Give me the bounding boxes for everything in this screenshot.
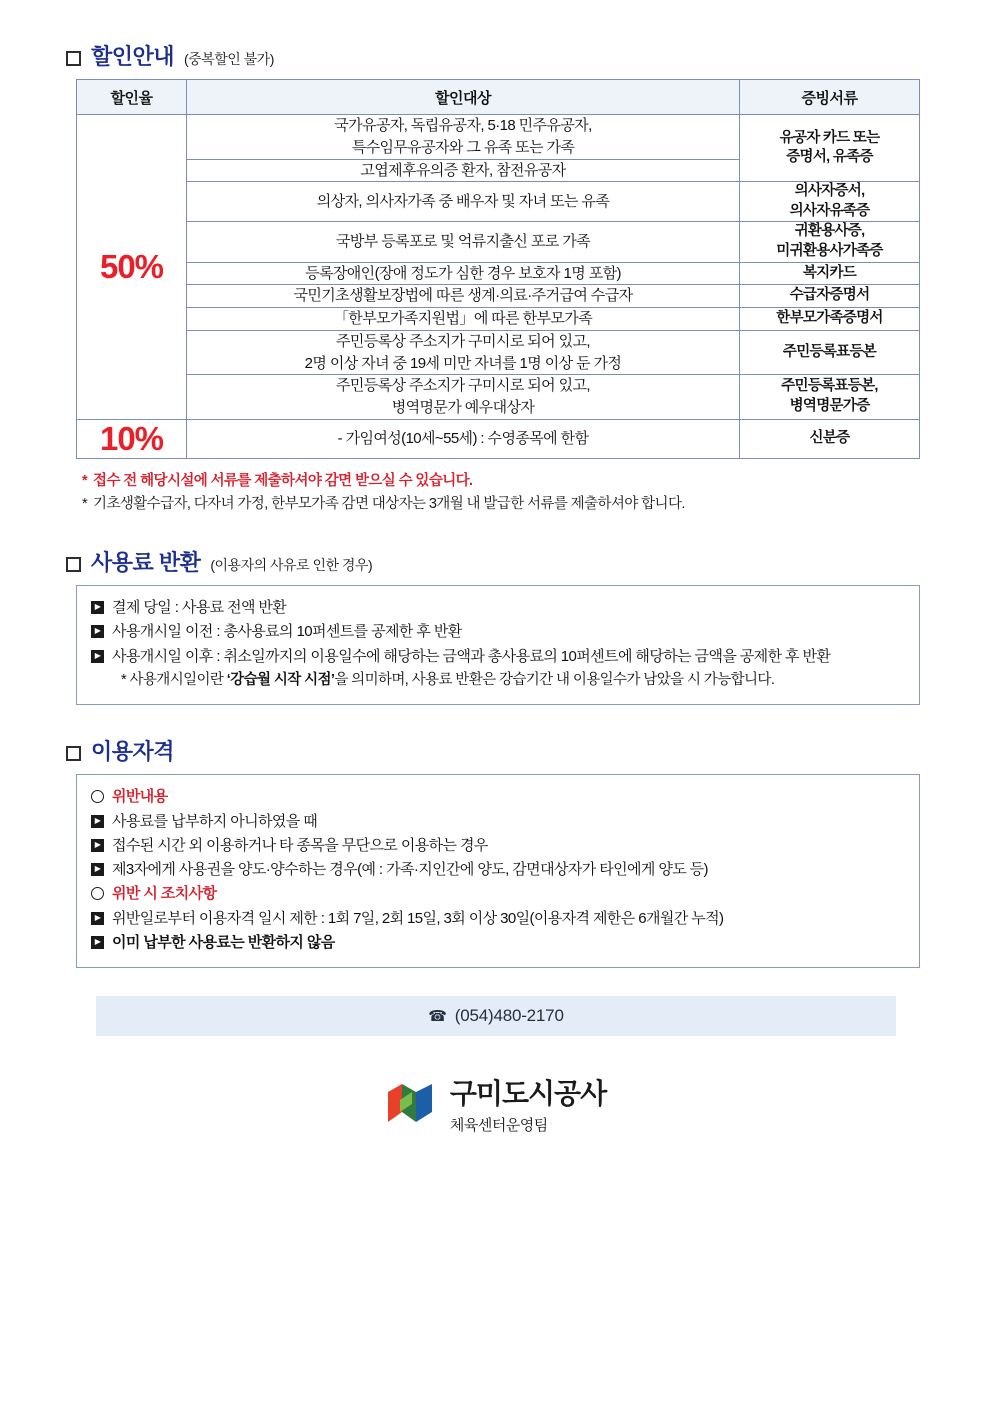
table-row — [77, 419, 920, 458]
proof-cell: 복지카드 — [740, 262, 920, 285]
circle-bullet-icon — [91, 790, 104, 803]
phone-number: (054)480-2170 — [454, 1006, 564, 1026]
group-label-action — [91, 882, 905, 906]
rate-cell-50: 50% — [77, 115, 187, 420]
target-cell: 등록장애인(장애 정도가 심한 경우 보호자 1명 포함) — [187, 262, 740, 285]
target-cell: 고엽제후유의증 환자, 참전유공자 — [187, 159, 740, 182]
list-item-label: 접수된 시간 외 이용하거나 타 종목을 무단으로 이용하는 경우 — [112, 836, 488, 854]
proof-cell: 한부모가족증명서 — [740, 308, 920, 331]
checkbox-icon — [66, 746, 81, 761]
list-item — [91, 858, 905, 882]
discount-table — [76, 79, 920, 459]
refund-subnote — [121, 669, 905, 692]
target-cell: - 가임여성(10세~55세) : 수영종목에 한함 — [187, 419, 740, 458]
group-label-text: 위반내용 — [112, 788, 168, 806]
proof-cell: 귀환용사증, 미귀환용사가족증 — [740, 222, 920, 262]
rate-cell-10: 10% — [77, 419, 187, 458]
target-cell: 주민등록상 주소지가 구미시로 되어 있고, 병역명문가 예우대상자 — [187, 375, 740, 420]
discount-table-body — [77, 115, 920, 459]
proof-cell: 유공자 카드 또는 증명서, 유족증 — [740, 115, 920, 182]
proof-cell: 의사자증서, 의사자유족증 — [740, 182, 920, 222]
refund-subtitle: (이용자의 사유로 인한 경우) — [210, 557, 373, 574]
header-target: 할인대상 — [187, 80, 740, 115]
circle-bullet-icon — [91, 887, 104, 900]
discount-section-heading — [66, 40, 992, 71]
list-item — [91, 931, 905, 955]
table-row — [77, 308, 920, 331]
arrow-bullet-icon — [91, 863, 104, 876]
refund-subnote-suffix: 을 의미하며, 사용료 반환은 강습기간 내 이용일수가 남았을 시 가능합니다. — [334, 672, 775, 689]
checkbox-icon — [66, 557, 81, 572]
table-row — [77, 182, 920, 222]
list-item — [91, 810, 905, 834]
list-item-label: 사용개시일 이후 : 취소일까지의 이용일수에 해당하는 금액과 총사용료의 10퍼센트에 해당하는 금액을 공제한 후 반환 — [112, 647, 831, 665]
note-text: 접수 전 해당시설에 서류를 제출하셔야 감면 받으실 수 있습니다. — [93, 472, 473, 489]
telephone-icon: ☎ — [428, 1008, 447, 1026]
discount-table-head — [77, 80, 920, 115]
discount-table-wrap — [76, 79, 920, 459]
list-item — [91, 620, 905, 644]
group-label-violation — [91, 785, 905, 809]
table-row — [77, 375, 920, 420]
target-cell: 의상자, 의사자가족 중 배우자 및 자녀 또는 유족 — [187, 182, 740, 222]
note-star: * — [82, 472, 88, 489]
refund-section-heading — [66, 546, 992, 577]
gumi-logo-icon — [386, 1078, 438, 1130]
list-item-label: 결제 당일 : 사용료 전액 반환 — [112, 599, 287, 617]
spacer — [0, 705, 992, 735]
table-row — [77, 222, 920, 262]
arrow-bullet-icon — [91, 839, 104, 852]
list-item — [91, 645, 905, 669]
group-label-text: 위반 시 조치사항 — [112, 885, 217, 903]
table-row — [77, 115, 920, 160]
table-header-row — [77, 80, 920, 115]
checkbox-icon — [66, 51, 81, 66]
arrow-bullet-icon — [91, 912, 104, 925]
proof-cell: 수급자증명서 — [740, 285, 920, 308]
organization-logo — [326, 1072, 666, 1135]
list-item-label: 이미 납부한 사용료는 반환하지 않음 — [112, 933, 335, 951]
discount-subtitle: (중복할인 불가) — [184, 51, 274, 67]
table-row — [77, 285, 920, 308]
list-item-label: 사용료를 납부하지 아니하였을 때 — [112, 812, 318, 830]
note-plain — [82, 493, 920, 516]
header-rate: 할인율 — [77, 80, 187, 115]
note-red — [82, 470, 920, 493]
proof-cell: 주민등록표등본, 병역명문가증 — [740, 375, 920, 420]
refund-title: 사용료 반환 — [91, 550, 201, 576]
list-item — [91, 907, 905, 931]
note-text: 기초생활수급자, 다자녀 가정, 한부모가족 감면 대상자는 3개월 내 발급한 서류를 제출하셔야 합니다. — [93, 495, 685, 512]
eligibility-section-heading — [66, 735, 992, 766]
refund-box — [76, 585, 920, 705]
arrow-bullet-icon — [91, 815, 104, 828]
arrow-bullet-icon — [91, 625, 104, 638]
proof-cell: 신분증 — [740, 419, 920, 458]
eligibility-title: 이용자격 — [91, 739, 175, 765]
discount-title: 할인안내 — [91, 44, 175, 69]
arrow-bullet-icon — [91, 936, 104, 949]
eligibility-box — [76, 774, 920, 968]
table-row — [77, 262, 920, 285]
arrow-bullet-icon — [91, 650, 104, 663]
target-cell: 국민기초생활보장법에 따른 생계·의료·주거급여 수급자 — [187, 285, 740, 308]
logo-text — [450, 1072, 606, 1135]
logo-team-name: 체육센터운영팀 — [449, 1117, 548, 1135]
list-item — [91, 834, 905, 858]
note-star: * — [82, 495, 88, 512]
list-item-label: 사용개시일 이전 : 총사용료의 10퍼센트를 공제한 후 반환 — [112, 623, 462, 641]
header-proof: 증빙서류 — [740, 80, 920, 115]
arrow-bullet-icon — [91, 601, 104, 614]
target-cell: 국방부 등록포로 및 억류지출신 포로 가족 — [187, 222, 740, 262]
proof-cell: 주민등록표등본 — [740, 330, 920, 375]
target-cell: 주민등록상 주소지가 구미시로 되어 있고, 2명 이상 자녀 중 19세 미만 자녀를 1명 이상 둔 가정 — [187, 330, 740, 375]
list-item — [91, 596, 905, 620]
refund-subnote-prefix: * 사용개시일이란 — [121, 672, 227, 689]
refund-subnote-bold: ‘강습월 시작 시점’ — [226, 672, 335, 689]
logo-company-name: 구미도시공사 — [449, 1078, 607, 1110]
top-spacer — [0, 0, 992, 40]
list-item-label: 제3자에게 사용권을 양도·양수하는 경우(예 : 가족·지인간에 양도, 감면대상자가 타인에게 양도 등) — [112, 861, 708, 879]
list-item-label: 위반일로부터 이용자격 일시 제한 : 1회 7일, 2회 15일, 3회 이상 30일(이용자격 제한은 6개월간 누적) — [112, 909, 724, 927]
table-row — [77, 330, 920, 375]
spacer — [0, 516, 992, 546]
discount-notes — [82, 470, 920, 516]
phone-band — [96, 996, 896, 1036]
target-cell: 국가유공자, 독립유공자, 5·18 민주유공자, 특수임무유공자와 그 유족 또는 가족 — [187, 115, 740, 160]
target-cell: 「한부모가족지원법」에 따른 한부모가족 — [187, 308, 740, 331]
